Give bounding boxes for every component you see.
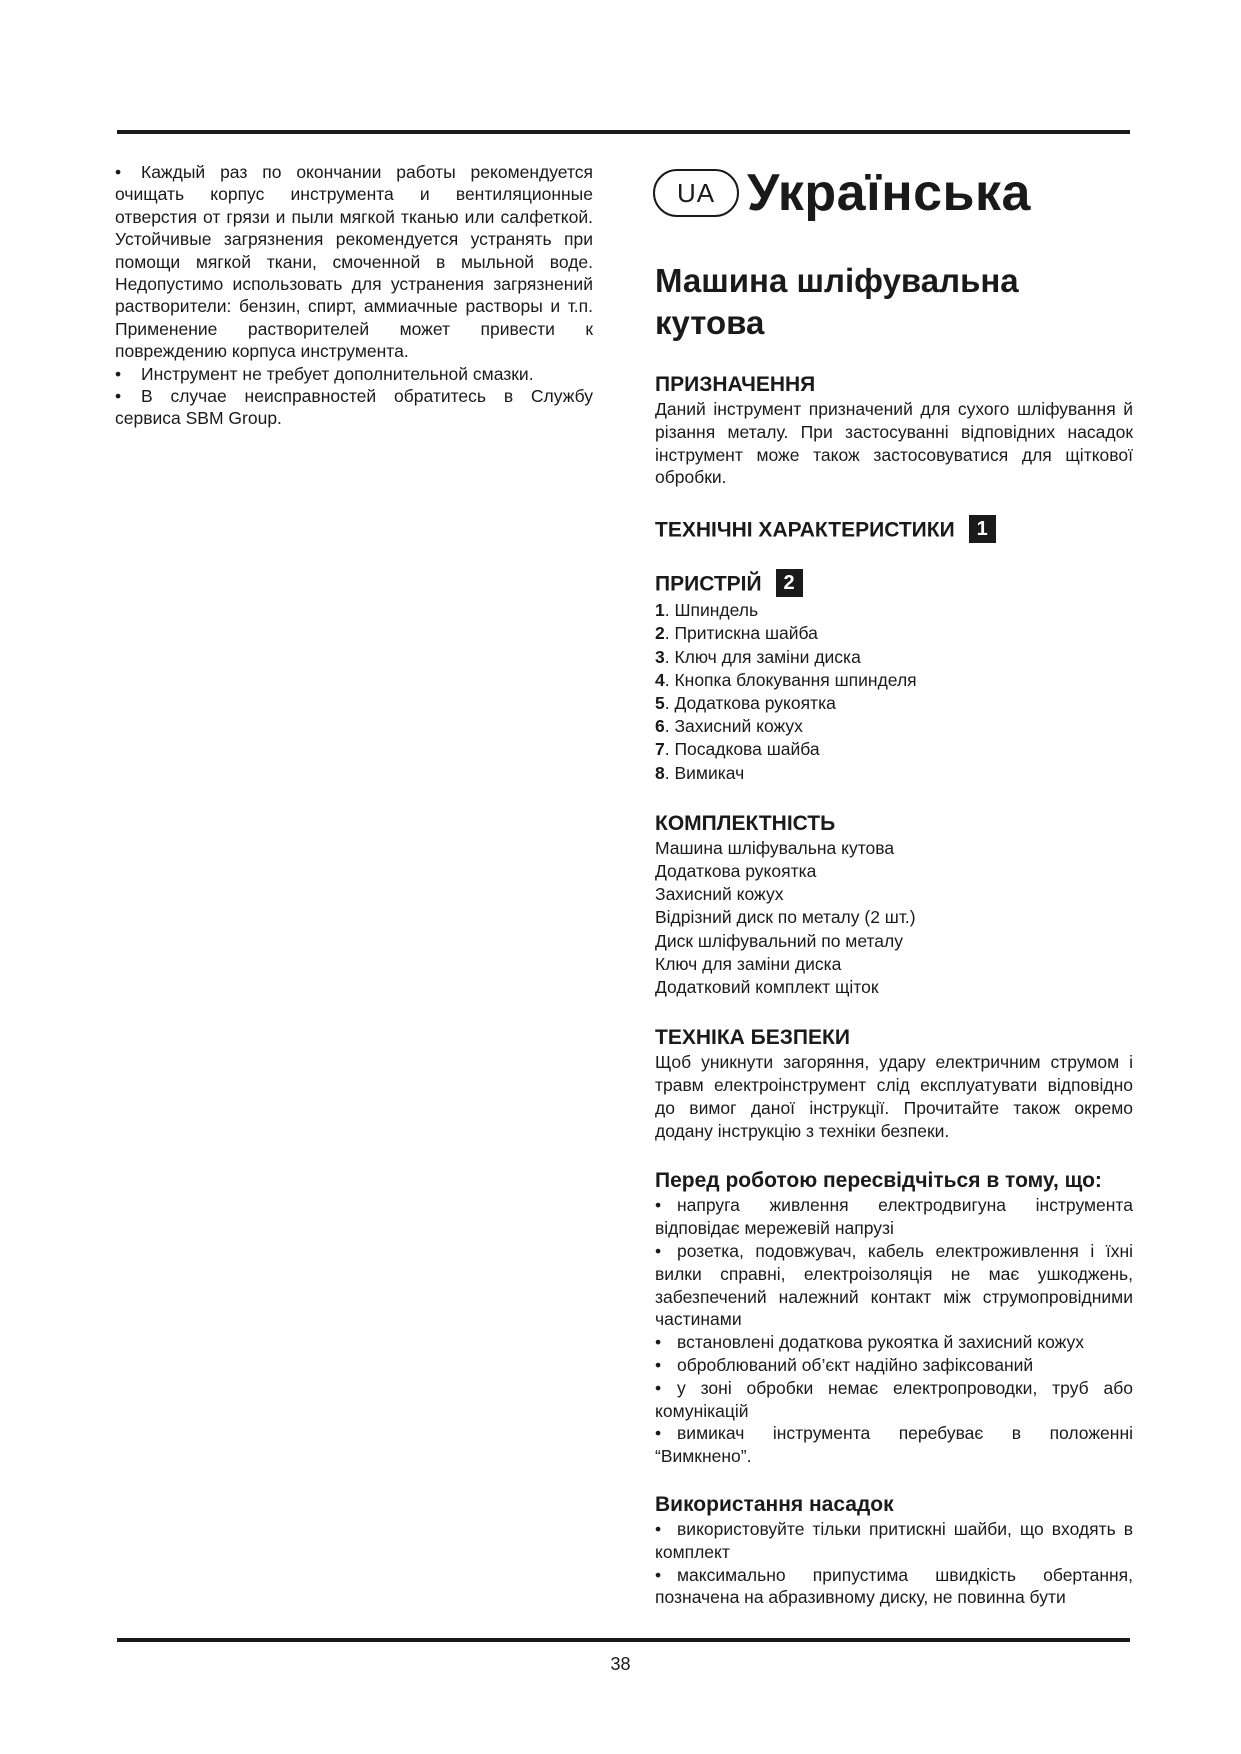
list-item: • використовуйте тільки притискні шайби, що входять в комплект [655,1518,1133,1562]
before-work-list [655,1194,1133,1468]
product-title: Машина шліфувальна кутова [655,262,1019,341]
specs-heading: ТЕХНІЧНІ ХАРАКТЕРИСТИКИ 1 [655,517,1133,545]
list-item: Машина шліфувальна кутова [655,837,895,858]
purpose-text: Даний інструмент призначений для сухого шліфування й різання металу. При застосуванні відповідних насадок інструмент може також застосовуватися для щіткової обробки. [655,399,1133,488]
list-item: Диск шліфувальний по металу [655,930,903,951]
list-item: 1. Шпиндель [655,600,759,621]
list-item: • Инструмент не требует дополнительной смазки. [115,363,534,384]
list-item: • розетка, подовжувач, кабель електроживлення і їхні вилки справні, електроізоляція не має ушкоджень, забезпечений належний контакт між струмопровідними частинами [655,1241,1133,1330]
list-item: • встановлені додаткова рукоятка й захисний кожух [655,1332,1085,1353]
page-number: 38 [610,1654,631,1674]
list-item: • максимально припустима швидкість обертання, позначена на абразивному диску, не повинна бути [655,1564,1133,1608]
top-rule [117,130,1130,134]
list-item: Додаткова рукоятка [655,861,817,882]
device-heading: ПРИСТРІЙ 2 [655,571,1133,599]
list-item: 5. Додаткова рукоятка [655,693,836,713]
safety-heading: ТЕХНІКА БЕЗПЕКИ [655,1026,850,1050]
list-item: • вимикач інструмента перебуває в положенні “Вимкнено”. [655,1423,1133,1467]
language-badge: UA [653,169,739,217]
list-item: 8. Вимикач [655,762,745,783]
left-column [115,161,593,430]
safety-text: Щоб уникнути загоряння, удару електричним струмом і травм електроінструмент слід експлуатувати відповідно до вимог даної інструкції. Прочитайте також окремо додану інструкцію з техніки безпеки. [655,1052,1133,1141]
list-item: 7. Посадкова шайба [655,739,820,760]
purpose-heading: ПРИЗНАЧЕННЯ [655,373,816,396]
device-list [655,599,1133,785]
list-item: • у зоні обробки немає електропроводки, труб або комунікацій [655,1377,1133,1421]
bottom-rule [117,1638,1130,1642]
list-item: Ключ для заміни диска [655,953,842,974]
list-item: 2. Притискна шайба [655,623,818,644]
language-header [653,158,1133,228]
list-item: • оброблюваний об’єкт надійно зафіксований [655,1355,1034,1375]
attachments-list [655,1518,1133,1609]
list-item: • В случае неисправностей обратитесь в Службу сервиса SBM Group. [115,386,593,429]
language-title: Українська [747,163,1031,222]
before-work-heading: Перед роботою пересвідчіться в тому, що: [655,1169,1102,1193]
list-item: Відрізний диск по металу (2 шт.) [655,907,916,928]
list-item: 6. Захисний кожух [655,716,803,737]
list-item: Захисний кожух [655,884,784,905]
figure-badge: 1 [969,515,996,543]
figure-badge: 2 [776,569,803,597]
list-item: • напруга живлення електродвигуна інструмента відповідає мережевій напрузі [655,1195,1133,1239]
attachments-heading: Використання насадок [655,1492,894,1516]
list-item: Додатковий комплект щіток [655,977,879,998]
list-item: • Каждый раз по окончании работы рекомендуется очищать корпус инструмента и вентиляционные отверстия от грязи и пыли мягкой тканью или салфеткой. Устойчивые загрязнения рекомендуется устранять при помощи мягкой ткани, смоченной в мыльной воде. Недопустимо использовать для устранения загрязнений растворители: бензин, спирт, аммиачные растворы и т.п. Применение растворителей может привести к повреждению корпуса инструмента. [115,162,593,362]
list-item: 4. Кнопка блокування шпинделя [655,669,917,690]
list-item: 3. Ключ для заміни диска [655,646,861,667]
right-column [655,158,1133,1609]
contents-list [655,837,1133,999]
contents-heading: КОМПЛЕКТНІСТЬ [655,811,836,835]
